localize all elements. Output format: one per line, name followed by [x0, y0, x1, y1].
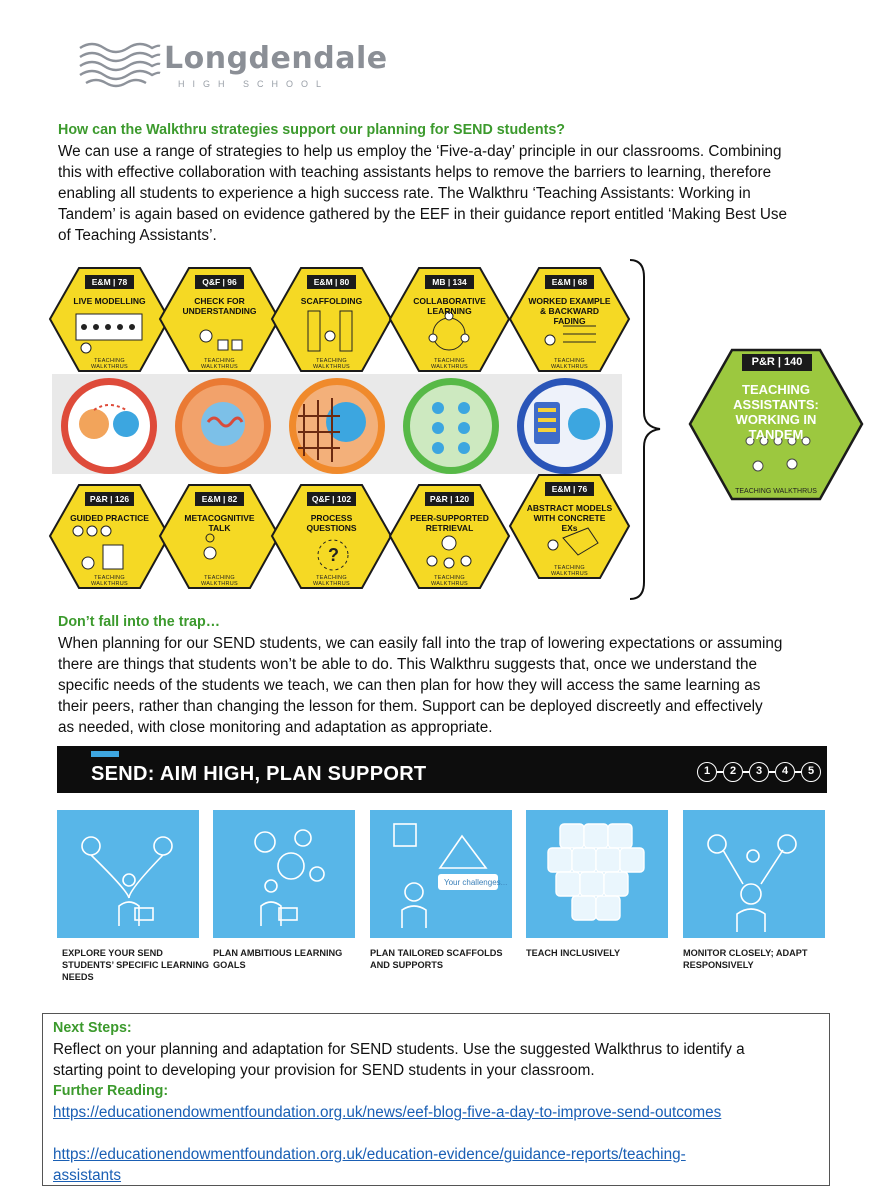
next-steps-box: [42, 1013, 830, 1186]
send-banner: [57, 746, 827, 793]
technology-icon: [508, 374, 622, 474]
walkthru-title: LIVE MODELLING: [73, 296, 146, 306]
trap-line: there are things that students won’t be able to do. This Walkthru suggests that, once we understand the: [58, 656, 757, 673]
walkthru-card-abstract-models: [508, 473, 631, 580]
trap-line: as needed, with close monitoring and adaptation as appropriate.: [58, 719, 493, 736]
flexible-grouping-icon: [394, 374, 508, 474]
walkthru-card-scaffolding: [270, 266, 393, 373]
walkthru-title: METACOGNITIVE TALK: [184, 513, 255, 533]
send-card-teach-inclusively: [526, 810, 668, 938]
send-card-plan-scaffolds: [370, 810, 512, 938]
step-number: 3: [749, 762, 769, 782]
walkthru-title: PROCESS QUESTIONS: [306, 513, 357, 533]
step-number: 5: [801, 762, 821, 782]
walkthru-title: SCAFFOLDING: [300, 296, 363, 306]
intro-line: Tandem’ is again based on evidence gathered by the EEF in their guidance report entitled ‘Making Best Use: [58, 206, 788, 223]
bracket-icon: [628, 257, 668, 602]
walkthru-title: WORKED EXAMPLE & BACKWARD FADING: [528, 296, 611, 326]
walkthru-brand: TEACHING WALKTHRUS: [312, 575, 351, 587]
intro-heading: How can the Walkthru strategies support our planning for SEND students?: [58, 122, 566, 138]
five-a-day-icons: [52, 374, 624, 474]
walkthru-brand: TEACHING WALKTHRUS: [550, 358, 589, 370]
walkthru-tag: P&R | 120: [425, 492, 474, 506]
walkthru-brand: TEACHING WALKTHRUS: [430, 358, 469, 370]
walkthru-brand: TEACHING WALKTHRUS: [90, 358, 129, 370]
walkthru-card-check-for-understanding: [158, 266, 281, 373]
walkthru-brand: TEACHING WALKTHRUS: [550, 565, 589, 577]
step-number: 4: [775, 762, 795, 782]
intro-section: [58, 120, 828, 246]
send-card-monitor-adapt: [683, 810, 825, 938]
send-card-plan-goals: [213, 810, 355, 938]
trap-line: When planning for our SEND students, we can easily fall into the trap of lowering expectations or assuming: [58, 635, 783, 652]
banner-title: SEND: AIM HIGH, PLAN SUPPORT: [91, 763, 427, 785]
walkthru-card-metacognitive-talk: [158, 483, 281, 590]
walkthru-card-worked-example: [508, 266, 631, 373]
walkthru-card-peer-supported-retrieval: [388, 483, 511, 590]
send-card-label: PLAN TAILORED SCAFFOLDS AND SUPPORTS: [370, 948, 503, 970]
walkthru-card-guided-practice: [48, 483, 171, 590]
school-name: Longdendale: [164, 41, 388, 76]
next-steps-heading: Next Steps:: [53, 1020, 132, 1036]
next-steps-line: starting point to developing your provision for SEND students in your classroom.: [53, 1062, 595, 1079]
scaffolding-icon: [280, 374, 394, 474]
walkthru-brand: TEACHING WALKTHRUS: [90, 575, 129, 587]
send-card-label: TEACH INCLUSIVELY: [526, 948, 621, 958]
walkthru-tag: MB | 134: [425, 275, 474, 289]
step-number: 2: [723, 762, 743, 782]
further-reading-link[interactable]: https://educationendowmentfoundation.org.uk/education-evidence/guidance-reports/teaching-: [53, 1146, 686, 1163]
card-bubble-text: Your challenges...: [444, 878, 508, 887]
walkthru-brand: TEACHING WALKTHRUS: [430, 575, 469, 587]
walkthru-card-teaching-assistants: [688, 348, 864, 501]
explicit-instruction-icon: [52, 374, 166, 474]
walkthru-tag: E&M | 80: [307, 275, 356, 289]
cognitive-strategies-icon: [166, 374, 280, 474]
further-reading-link[interactable]: https://educationendowmentfoundation.org.uk/news/eef-blog-five-a-day-to-improve-send-outcomes: [53, 1104, 722, 1121]
intro-line: of Teaching Assistants’.: [58, 227, 217, 244]
featured-title: TEACHING ASSISTANTS: WORKING IN TANDEM: [733, 382, 819, 442]
walkthru-tag: Q&F | 102: [307, 492, 356, 506]
walkthru-title: GUIDED PRACTICE: [70, 513, 149, 523]
intro-line: this with effective collaboration with teaching assistants helps to remove the barriers to learning, therefore: [58, 164, 772, 181]
wave-logo-icon: [78, 38, 162, 90]
step-indicator: [697, 762, 821, 782]
trap-line: specific needs of the students we teach, we can then plan for how they will access the same learning as: [58, 677, 761, 694]
walkthru-card-collaborative-learning: [388, 266, 511, 373]
walkthru-brand: TEACHING WALKTHRUS: [200, 575, 239, 587]
further-reading-heading: Further Reading:: [53, 1083, 169, 1099]
walkthru-tag: Q&F | 96: [195, 275, 244, 289]
walkthru-title: COLLABORATIVE LEARNING: [413, 296, 486, 316]
send-card-label: MONITOR CLOSELY; ADAPT RESPONSIVELY: [683, 948, 808, 970]
trap-section: [58, 612, 828, 738]
walkthru-brand: TEACHING WALKTHRUS: [312, 358, 351, 370]
walkthru-tag: E&M | 68: [545, 275, 594, 289]
step-number: 1: [697, 762, 717, 782]
intro-line: enabling all students to experience a high success rate. The Walkthru ‘Teaching Assistants: Working in: [58, 185, 751, 202]
featured-tag: P&R | 140: [742, 354, 812, 371]
walkthru-tag: E&M | 82: [195, 492, 244, 506]
walkthru-tag: E&M | 76: [545, 482, 594, 496]
walkthru-card-process-questions: [270, 483, 393, 590]
send-card-explore-needs: [57, 810, 199, 938]
walkthru-tag: P&R | 126: [85, 492, 134, 506]
trap-heading: Don’t fall into the trap…: [58, 614, 221, 630]
walkthru-title: ABSTRACT MODELS WITH CONCRETE EXs: [526, 503, 613, 533]
svg-text:?: ?: [328, 545, 339, 565]
walkthru-brand: TEACHING WALKTHRUS: [735, 488, 817, 495]
intro-line: We can use a range of strategies to help us employ the ‘Five-a-day’ principle in our classrooms. Combining: [58, 143, 782, 160]
send-card-label: PLAN AMBITIOUS LEARNING GOALS: [213, 948, 343, 970]
walkthru-tag: E&M | 78: [85, 275, 134, 289]
walkthru-card-live-modelling: [48, 266, 171, 373]
walkthru-brand: TEACHING WALKTHRUS: [200, 358, 239, 370]
school-logo: [78, 38, 388, 93]
further-reading-link[interactable]: assistants: [53, 1167, 122, 1184]
walkthru-title: CHECK FOR UNDERSTANDING: [182, 296, 257, 316]
school-subtitle: HIGH SCHOOL: [178, 79, 330, 89]
next-steps-line: Reflect on your planning and adaptation for SEND students. Use the suggested Walkthrus to identify a: [53, 1041, 745, 1058]
trap-line: their peers, rather than changing the lesson for them. Support can be deployed discreetly and effectively: [58, 698, 763, 715]
send-card-label: EXPLORE YOUR SEND STUDENTS’ SPECIFIC LEARNING NEEDS: [62, 948, 210, 982]
banner-accent: [91, 751, 119, 757]
walkthru-title: PEER-SUPPORTED RETRIEVAL: [410, 513, 489, 533]
